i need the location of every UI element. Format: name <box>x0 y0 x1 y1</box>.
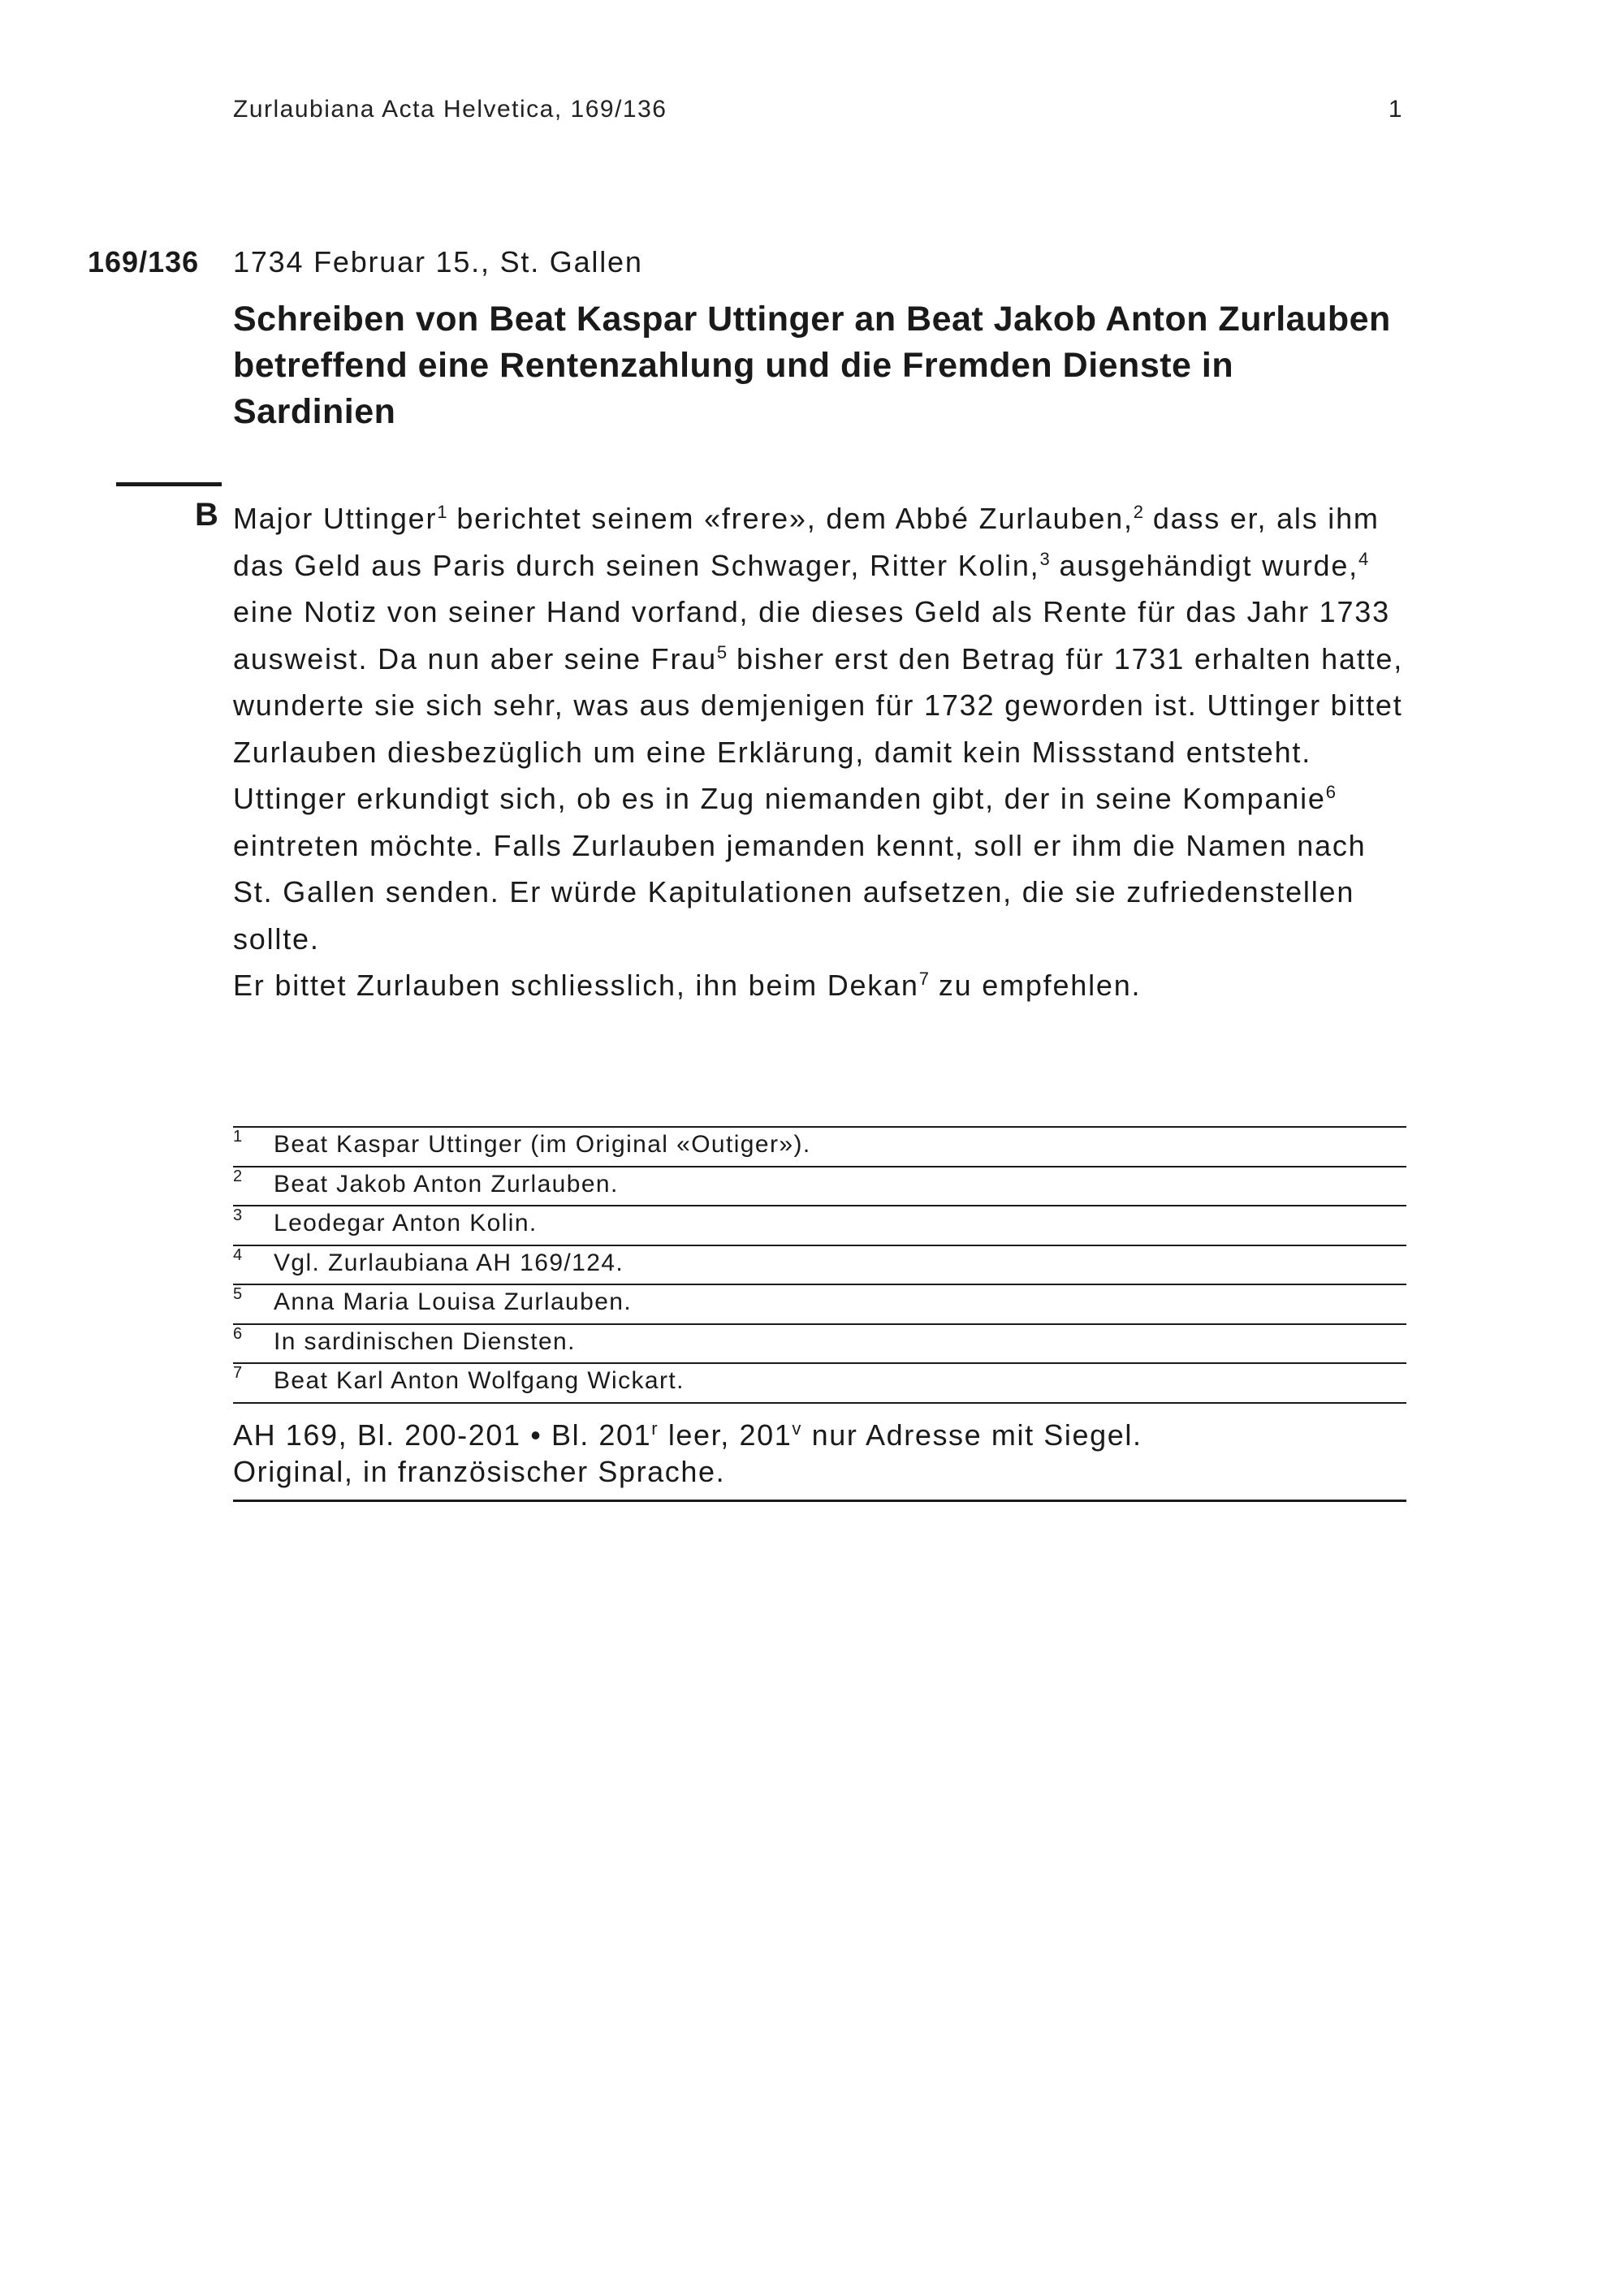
section-letter: B <box>195 497 218 533</box>
summary-paragraph-2: Uttinger erkundigt sich, ob es in Zug niemanden gibt, der in seine Kompanie$^6$ eintreten möchte. Falls Zurlauben jemanden kennt, soll er ihm die Namen nach St. Gallen senden. Er würde Kapitulationen aufsetzen, die sie zufriedenstellen sollte. <box>233 782 1367 956</box>
footnote-item <box>233 1325 1406 1365</box>
footnote-item <box>233 1364 1406 1404</box>
document-date-place: 1734 Februar 15., St. Gallen <box>233 245 643 278</box>
footnote-number: 4 <box>233 1245 244 1264</box>
section-rule <box>116 482 222 486</box>
footnote-number: 7 <box>233 1364 244 1382</box>
document-number: 169/136 <box>88 245 200 278</box>
footnote-ref[interactable]: 6 <box>1325 782 1336 802</box>
source-note <box>233 1417 1406 1502</box>
document-title: Schreiben von Beat Kaspar Uttinger an Beat Jakob Anton Zurlauben betreffend eine Rentenzahlung und die Fremden Dienste in Sardinien <box>233 300 1391 431</box>
source-line-2: Original, in französischer Sprache. <box>233 1455 726 1488</box>
footnote-text: Beat Kaspar Uttinger (im Original «Outiger»). <box>274 1131 811 1158</box>
footnote-text: Leodegar Anton Kolin. <box>274 1210 538 1236</box>
source-line-1: AH 169, Bl. 200-201 • Bl. 201$^r$ leer, 201$^v$ nur Adresse mit Siegel. <box>233 1418 1142 1452</box>
summary-text <box>233 495 1406 1009</box>
running-header <box>233 96 1403 123</box>
footnote-ref[interactable]: 2 <box>1133 502 1144 522</box>
recto-mark: r <box>651 1418 659 1439</box>
collection-title: Zurlaubiana Acta Helvetica, 169/136 <box>233 96 667 123</box>
footnote-ref[interactable]: 1 <box>437 502 447 522</box>
page-number: 1 <box>1388 96 1403 123</box>
footnote-item <box>233 1246 1406 1286</box>
footnote-ref[interactable]: 5 <box>716 641 728 662</box>
footnote-number: 2 <box>233 1167 244 1185</box>
footnotes-list <box>233 1126 1406 1404</box>
footnote-text: In sardinischen Diensten. <box>274 1327 576 1355</box>
footnote-text: Anna Maria Louisa Zurlauben. <box>274 1288 633 1315</box>
footnote-number: 1 <box>233 1128 244 1146</box>
footnote-number: 6 <box>233 1324 244 1343</box>
footnote-item <box>233 1167 1406 1207</box>
verso-mark: v <box>792 1418 802 1439</box>
footnote-text: Beat Jakob Anton Zurlauben. <box>274 1170 619 1198</box>
footnote-number: 5 <box>233 1285 244 1303</box>
footnote-text: Vgl. Zurlaubiana AH 169/124. <box>274 1249 624 1276</box>
footnote-number: 3 <box>233 1206 244 1224</box>
footnote-text: Beat Karl Anton Wolfgang Wickart. <box>274 1367 685 1394</box>
footnote-ref[interactable]: 3 <box>1039 548 1050 569</box>
summary-paragraph-3: Er bittet Zurlauben schliesslich, ihn beim Dekan$^7$ zu empfehlen. <box>233 969 1142 1002</box>
footnote-item <box>233 1128 1406 1167</box>
footnote-ref[interactable]: 7 <box>918 969 930 989</box>
footnote-item <box>233 1206 1406 1246</box>
summary-paragraph-1: Major Uttinger$^1$ berichtet seinem «frere», dem Abbé Zurlauben,$^2$ dass er, als ihm das Geld aus Paris durch seinen Schwager, Ritter Kolin,$^3$ ausgehändigt wurde,$^4$ eine Notiz von seiner Hand vorfand, die dieses Geld als Rente für das Jahr 1733 ausweist. Da nun aber seine Frau$^5$ bisher erst den Betrag für 1731 erhalten hatte, wunderte sie sich sehr, was aus demjenigen für 1732 geworden ist. Uttinger bittet Zurlauben diesbezüglich um eine Erklärung, damit kein Missstand entsteht. <box>233 502 1404 769</box>
footnote-ref[interactable]: 4 <box>1358 548 1369 569</box>
footnote-item <box>233 1285 1406 1325</box>
